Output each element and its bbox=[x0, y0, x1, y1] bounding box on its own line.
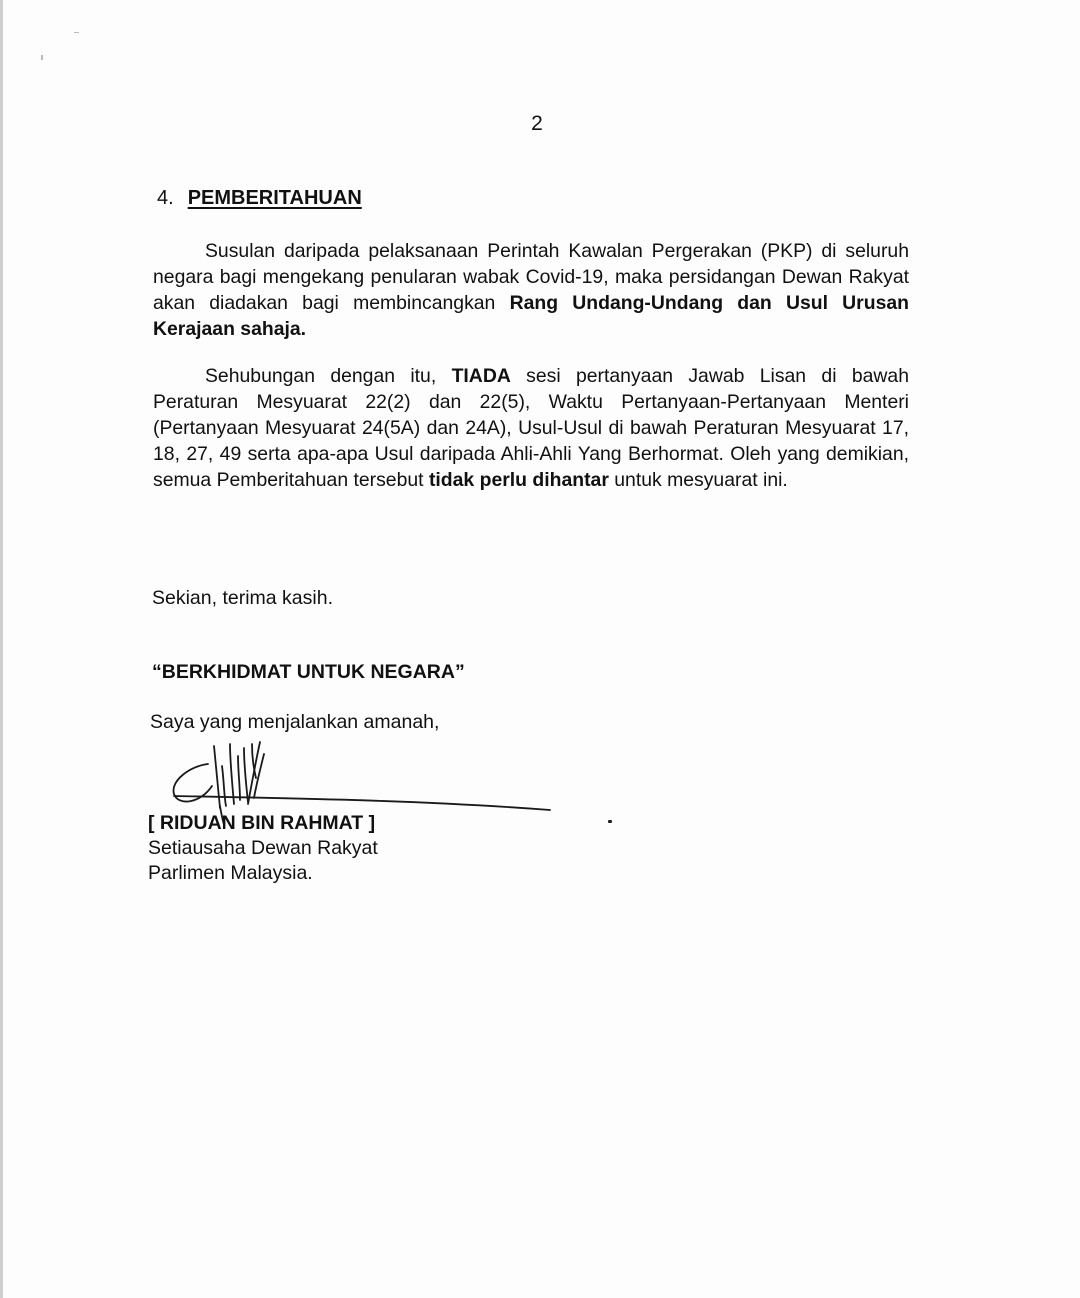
closing-line: Sekian, terima kasih. bbox=[152, 587, 333, 609]
scan-speck bbox=[74, 32, 79, 33]
ink-dot bbox=[608, 820, 612, 823]
paragraph-text: Sehubungan dengan itu, bbox=[205, 365, 452, 387]
signer-organization: Parlimen Malaysia. bbox=[148, 862, 313, 884]
scan-speck bbox=[41, 55, 43, 60]
paragraph-bold: TIADA bbox=[451, 365, 511, 387]
paragraph-text: sesi pertanyaan Jawab Lisan di bawah Peraturan Mesyuarat 22(2) dan 22(5), Waktu Pertanyaan-Pertanyaan Menteri (Pertanyaan Mesyuarat 24(5A) dan 24A), Usul-Usul di bawah Peraturan Mesyuarat 17, 18, 27, 49 serta apa-apa Usul daripada Ahli-Ahli Yang Berhormat. Oleh yang demikian, semua Pemberitahuan tersebut bbox=[153, 365, 909, 491]
signature-intro: Saya yang menjalankan amanah, bbox=[150, 711, 440, 733]
section-heading bbox=[157, 187, 362, 210]
paragraph-bold: Rang Undang-Undang dan Usul Urusan Kerajaan sahaja. bbox=[153, 292, 909, 340]
paragraph-bold: tidak perlu dihantar bbox=[428, 469, 609, 491]
paragraph-details bbox=[153, 363, 909, 493]
page-edge bbox=[0, 0, 3, 1298]
signer-name: [ RIDUAN BIN RAHMAT ] bbox=[148, 812, 376, 834]
motto: “BERKHIDMAT UNTUK NEGARA” bbox=[152, 661, 465, 683]
paragraph-text: Susulan daripada pelaksanaan Perintah Kawalan Pergerakan (PKP) di seluruh negara bagi mengekang penularan wabak Covid-19, maka persidangan Dewan Rakyat akan diadakan bagi membincangkan bbox=[153, 240, 909, 314]
page-number: 2 bbox=[531, 112, 543, 135]
section-number: 4. bbox=[157, 187, 174, 209]
signer-title: Setiausaha Dewan Rakyat bbox=[148, 837, 378, 859]
section-title: PEMBERITAHUAN bbox=[187, 187, 362, 209]
handwritten-signature bbox=[160, 726, 560, 826]
paragraph-text: untuk mesyuarat ini. bbox=[608, 469, 788, 491]
paragraph-notice bbox=[153, 238, 909, 342]
